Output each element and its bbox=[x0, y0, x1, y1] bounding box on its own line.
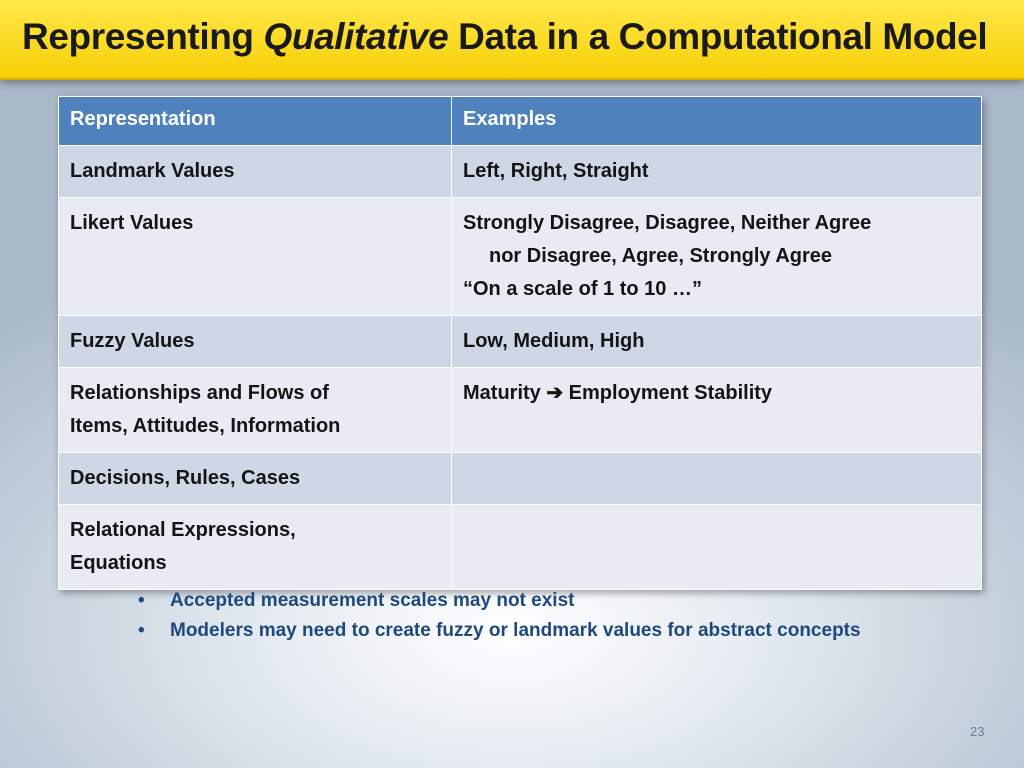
bullet-text: Modelers may need to create fuzzy or landmark values for abstract concepts bbox=[170, 620, 861, 641]
right-arrow-icon: ➔ bbox=[546, 382, 564, 404]
representation-line: Relational Expressions, bbox=[70, 519, 296, 541]
cell-examples bbox=[452, 368, 982, 453]
bullet-icon: • bbox=[138, 590, 145, 611]
cell-representation: Likert Values bbox=[59, 198, 452, 316]
table-row bbox=[59, 316, 982, 368]
example-line: nor Disagree, Agree, Strongly Agree bbox=[489, 245, 833, 267]
bullet-icon: • bbox=[138, 620, 145, 641]
representation-line: Items, Attitudes, Information bbox=[70, 415, 341, 437]
example-line: Strongly Disagree, Disagree, Neither Agree bbox=[463, 212, 872, 234]
header-examples: Examples bbox=[452, 97, 982, 146]
representation-line: Relationships and Flows of bbox=[70, 382, 329, 404]
cell-representation bbox=[59, 505, 452, 590]
bullet-item bbox=[134, 616, 861, 646]
cell-representation: Decisions, Rules, Cases bbox=[59, 453, 452, 505]
example-right: Employment Stability bbox=[563, 382, 773, 404]
table-row bbox=[59, 453, 982, 505]
representation-table-wrapper bbox=[58, 96, 982, 590]
title-part-3: Data in a Computational Model bbox=[448, 16, 988, 57]
cell-examples: Left, Right, Straight bbox=[452, 146, 982, 198]
slide-title bbox=[22, 16, 987, 58]
representation-line: Equations bbox=[70, 552, 167, 574]
cell-representation: Landmark Values bbox=[59, 146, 452, 198]
table-row bbox=[59, 505, 982, 590]
cell-representation bbox=[59, 368, 452, 453]
table-row bbox=[59, 198, 982, 316]
example-left: Maturity bbox=[463, 382, 547, 404]
cell-examples: Low, Medium, High bbox=[452, 316, 982, 368]
example-line: “On a scale of 1 to 10 …” bbox=[463, 278, 702, 300]
table-row bbox=[59, 368, 982, 453]
bullet-text: Accepted measurement scales may not exist bbox=[170, 590, 575, 611]
header-representation: Representation bbox=[59, 97, 452, 146]
cell-representation: Fuzzy Values bbox=[59, 316, 452, 368]
page-number: 23 bbox=[970, 724, 985, 739]
bullet-item bbox=[134, 586, 861, 616]
bullet-list bbox=[134, 586, 861, 646]
cell-examples bbox=[452, 198, 982, 316]
title-bar bbox=[0, 0, 1024, 80]
representation-table bbox=[58, 96, 982, 590]
cell-examples bbox=[452, 505, 982, 590]
title-part-2-italic: Qualitative bbox=[263, 16, 449, 57]
table-header-row bbox=[59, 97, 982, 146]
table-row bbox=[59, 146, 982, 198]
title-part-1: Representing bbox=[22, 16, 264, 57]
cell-examples bbox=[452, 453, 982, 505]
